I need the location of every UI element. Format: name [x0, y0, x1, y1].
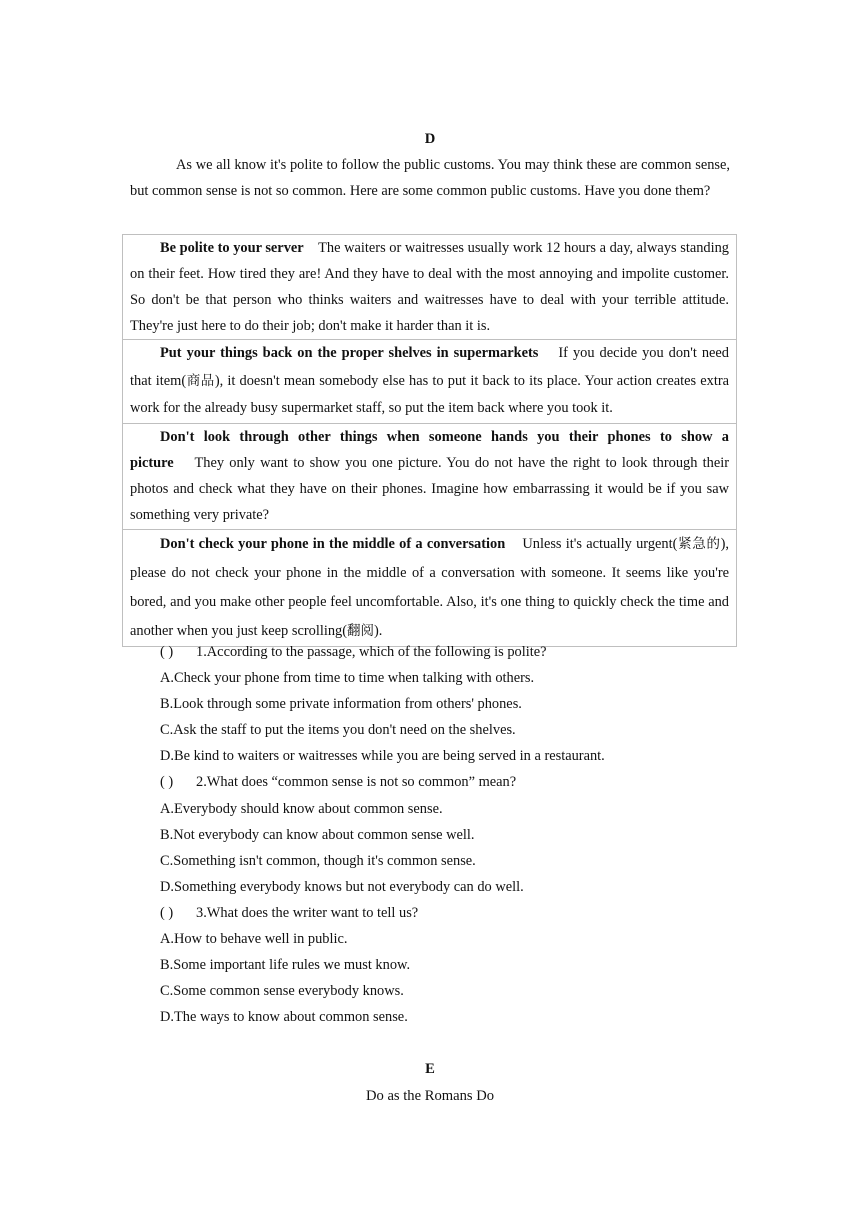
- section-d-heading: D: [424, 131, 436, 147]
- custom-cell: [123, 423, 737, 529]
- custom-title: Don't check your phone in the middle of a conversation: [160, 535, 506, 552]
- answer-option: D.Be kind to waiters or waitresses while you are being served in a restaurant.: [160, 748, 605, 765]
- custom-row: [123, 529, 737, 646]
- answer-option: C.Some common sense everybody knows.: [160, 983, 404, 1000]
- answer-option: D.Something everybody knows but not everybody can do well.: [160, 878, 524, 895]
- answer-option: A.Check your phone from time to time when talking with others.: [160, 670, 535, 687]
- answer-option: D.The ways to know about common sense.: [160, 1009, 408, 1026]
- intro-text: As we all know it's polite to follow the public customs. You may think these are common sense, but common sense is not so common. Here are some common public customs. Have you done them?: [130, 157, 730, 199]
- custom-title: Be polite to your server: [160, 240, 304, 256]
- question-list: [160, 639, 740, 1030]
- custom-text-chinese: 翻阅: [347, 622, 375, 639]
- answer-option: C.Ask the staff to put the items you don't need on the shelves.: [160, 722, 516, 739]
- custom-text: The waiters or waitresses usually work 12 hours a day, always standing on their feet. How tired they are! And they have to deal with the most annoying and impolite customer. So don't be that person who thinks waiters and waitresses have to deal with your terrible attitude. They're just here to do their job; don't make it harder than it is.: [130, 240, 729, 334]
- question-text: 1.According to the passage, which of the following is polite?: [196, 644, 547, 660]
- question-stem: [160, 639, 740, 665]
- question-stem: [160, 900, 740, 926]
- section-d-intro: [130, 152, 730, 204]
- section-e-heading: E: [425, 1061, 435, 1077]
- custom-text: ), please do not check your phone in the middle of a conversation with someone. It seems like you're bored, and you make other people feel uncomfortable. Also, it's one thing to quickly check the time and another when you just keep scrolling(: [130, 535, 730, 639]
- answer-blank[interactable]: ( ): [160, 904, 174, 921]
- custom-text: If you decide you don't need that item(: [130, 345, 730, 389]
- section-e-title: Do as the Romans Do: [365, 1088, 495, 1104]
- custom-row: [123, 235, 737, 340]
- customs-table: [122, 234, 737, 647]
- custom-row: [123, 423, 737, 529]
- question-stem: [160, 769, 740, 795]
- answer-option: C.Something isn't common, though it's common sense.: [160, 852, 476, 869]
- custom-title: Put your things back on the proper shelves in supermarkets: [160, 345, 539, 361]
- custom-text-chinese: 商品: [186, 372, 215, 389]
- custom-cell: [123, 340, 737, 424]
- answer-option: A.Everybody should know about common sense.: [160, 800, 443, 817]
- custom-text-chinese: 紧急的: [677, 535, 721, 552]
- custom-text: Unless it's actually urgent(: [522, 535, 678, 552]
- custom-text: ), it doesn't mean somebody else has to put it back to its place. Your action creates extra work for the already busy supermarket staff, so put the item back where you took it.: [130, 372, 730, 416]
- answer-option: B.Some important life rules we must know.: [160, 957, 411, 974]
- answer-option: A.How to behave well in public.: [160, 931, 348, 948]
- custom-cell: [123, 529, 737, 646]
- custom-text: ).: [374, 622, 383, 639]
- answer-blank[interactable]: ( ): [160, 644, 174, 660]
- custom-text: They only want to show you one picture. You do not have the right to look through their photos and check what they have on their phones. Imagine how embarrassing it would be if you saw something very private?: [130, 454, 729, 523]
- custom-row: [123, 340, 737, 424]
- custom-title: Don't look through other things when someone hands you their phones to show a picture: [130, 428, 729, 471]
- answer-option: B.Look through some private information from others' phones.: [160, 696, 522, 713]
- question-text: 2.What does “common sense is not so common” mean?: [196, 774, 517, 791]
- question-text: 3.What does the writer want to tell us?: [196, 904, 419, 921]
- answer-option: B.Not everybody can know about common sense well.: [160, 826, 475, 843]
- answer-blank[interactable]: ( ): [160, 774, 174, 791]
- custom-cell: [123, 235, 737, 340]
